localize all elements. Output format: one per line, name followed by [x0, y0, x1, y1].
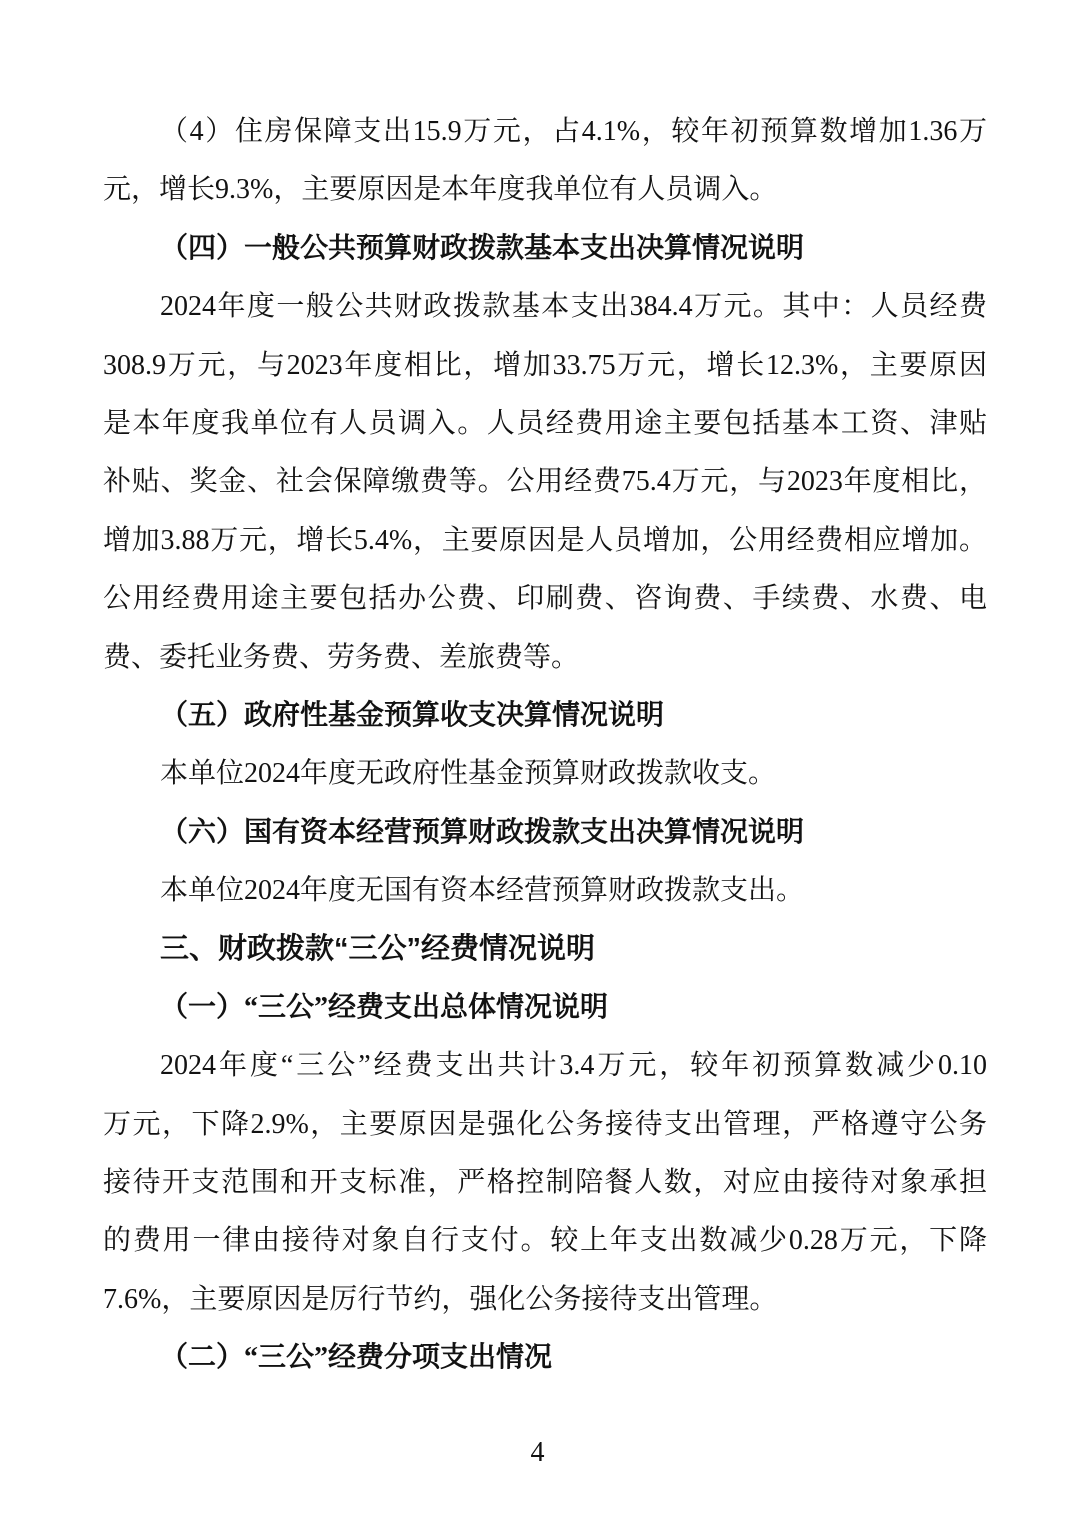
heading-line: （二）“三公”经费分项支出情况 — [160, 1342, 553, 1374]
heading-line: （一）“三公”经费支出总体情况说明 — [160, 991, 609, 1023]
text-line: 308.9万元，与2023年度相比，增加33.75万元，增长12.3%，主要原因 — [103, 349, 987, 381]
page-number: 4 — [530, 1437, 545, 1468]
heading-line: （四）一般公共预算财政拨款基本支出决算情况说明 — [160, 232, 805, 264]
text-line: 本单位2024年度无国有资本经营预算财政拨款支出。 — [160, 875, 805, 907]
text-line: 增加3.88万元，增长5.4%，主要原因是人员增加，公用经费相应增加。 — [103, 524, 987, 556]
heading-line: 三、财政拨款“三公”经费情况说明 — [160, 933, 596, 966]
text-line: 元，增长9.3%，主要原因是本年度我单位有人员调入。 — [103, 174, 778, 206]
text-line: 2024年度“三公”经费支出共计3.4万元，较年初预算数减少0.10 — [160, 1050, 987, 1082]
text-line: 本单位2024年度无政府性基金预算财政拨款收支。 — [160, 758, 777, 790]
text-line: 费、委托业务费、劳务费、差旅费等。 — [103, 641, 580, 673]
text-line: 补贴、奖金、社会保障缴费等。公用经费75.4万元，与2023年度相比， — [103, 466, 987, 498]
text-line: 7.6%，主要原因是厉行节约，强化公务接待支出管理。 — [103, 1283, 778, 1315]
text-line: 2024年度一般公共财政拨款基本支出384.4万元。其中：人员经费 — [160, 291, 987, 323]
text-line: （4）住房保障支出15.9万元，占4.1%，较年初预算数增加1.36万 — [160, 116, 987, 147]
heading-line: （五）政府性基金预算收支决算情况说明 — [160, 699, 665, 731]
text-line: 接待开支范围和开支标准，严格控制陪餐人数，对应由接待对象承担 — [103, 1167, 987, 1199]
text-line: 万元，下降2.9%，主要原因是强化公务接待支出管理，严格遵守公务 — [103, 1108, 987, 1140]
document-body — [103, 103, 987, 1388]
text-line: 的费用一律由接待对象自行支付。较上年支出数减少0.28万元，下降 — [103, 1225, 987, 1257]
text-line: 公用经费用途主要包括办公费、印刷费、咨询费、手续费、水费、电 — [103, 583, 987, 615]
text-line: 是本年度我单位有人员调入。人员经费用途主要包括基本工资、津贴 — [103, 407, 987, 439]
heading-line: （六）国有资本经营预算财政拨款支出决算情况说明 — [160, 816, 805, 848]
